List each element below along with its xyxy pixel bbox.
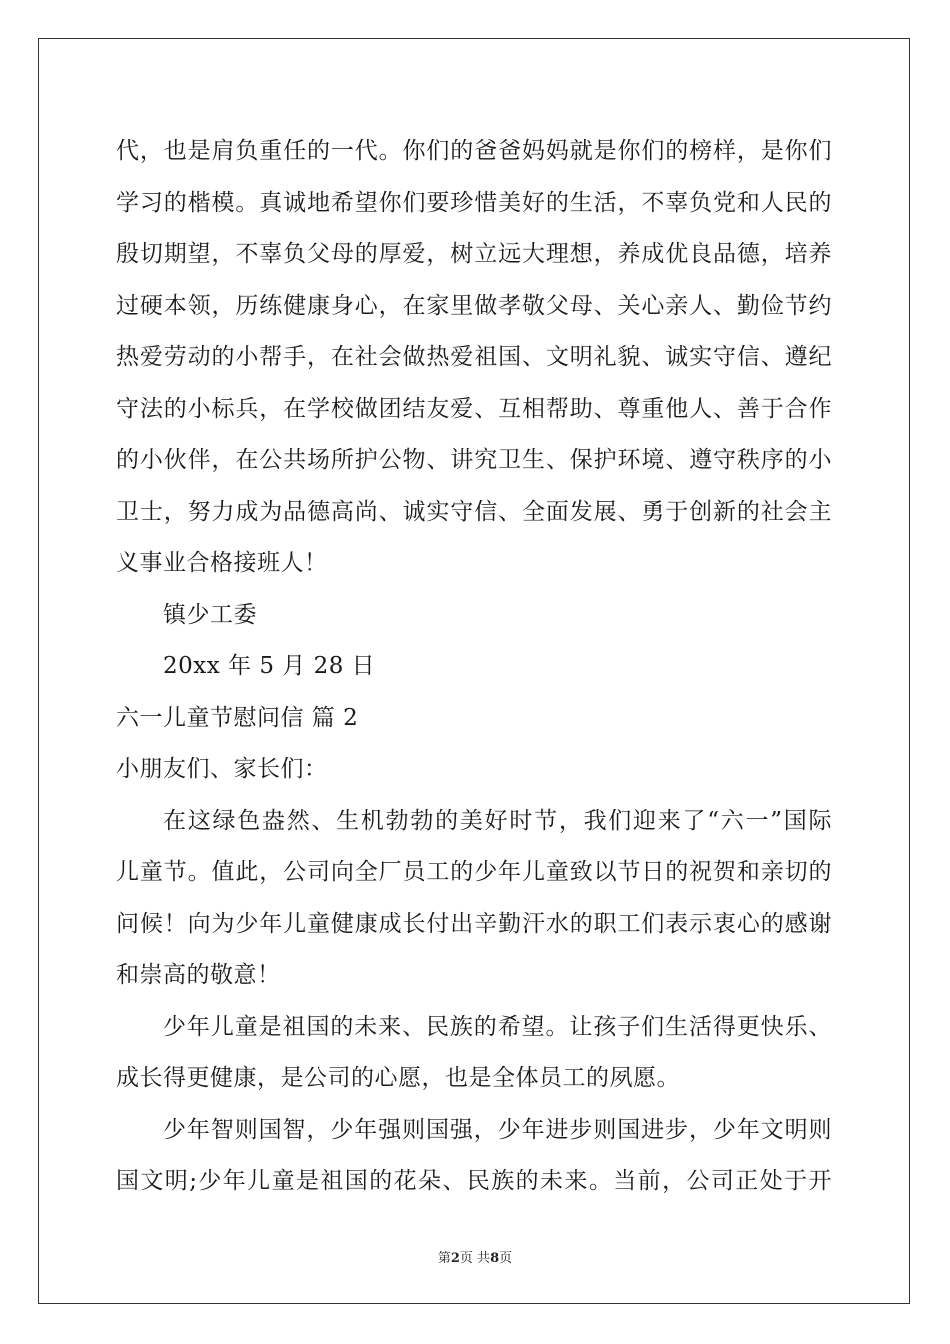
signature-org: 镇少工委 xyxy=(163,601,257,628)
text-line: 殷切期望，不辜负父母的厚爱，树立远大理想，养成优良品德，培养 xyxy=(116,241,832,267)
footer-middle: 页 共 xyxy=(459,1251,491,1266)
footer-prefix: 第 xyxy=(437,1251,451,1266)
text-line: 儿童节。值此，公司向全厂员工的少年儿童致以节日的祝贺和亲切的 xyxy=(116,859,832,885)
text-line: 问候！向为少年儿童健康成长付出辛勤汗水的职工们表示衷心的感谢 xyxy=(116,910,832,937)
text-line: 热爱劳动的小帮手，在社会做热爱祖国、文明礼貌、诚实守信、遵纪 xyxy=(116,344,832,370)
page-footer xyxy=(0,1247,950,1266)
text-line: 国文明;少年儿童是祖国的花朵、民族的未来。当前，公司正处于开 xyxy=(116,1168,832,1194)
footer-total-pages: 8 xyxy=(490,1251,500,1266)
text-line: 少年儿童是祖国的未来、民族的希望。让孩子们生活得更快乐、 xyxy=(163,1013,832,1040)
salutation: 小朋友们、家长们： xyxy=(116,756,328,782)
text-line: 守法的小标兵，在学校做团结友爱、互相帮助、尊重他人、善于合作 xyxy=(116,395,832,422)
text-line: 在这绿色盎然、生机勃勃的美好时节，我们迎来了“六一”国际 xyxy=(163,807,832,834)
text-line: 义事业合格接班人！ xyxy=(116,550,328,576)
text-line: 学习的楷模。真诚地希望你们要珍惜美好的生活，不辜负党和人民的 xyxy=(116,189,832,216)
text-line: 和崇高的敬意！ xyxy=(116,962,281,988)
section-heading: 六一儿童节慰问信 篇 2 xyxy=(116,704,359,731)
text-line: 的小伙伴，在公共场所护公物、讲究卫生、保护环境、遵守秩序的小 xyxy=(116,447,832,473)
footer-suffix: 页 xyxy=(499,1251,513,1266)
footer-current-page: 2 xyxy=(450,1251,460,1266)
text-line: 少年智则国智，少年强则国强，少年进步则国进步，少年文明则 xyxy=(163,1116,832,1143)
text-line: 代，也是肩负重任的一代。你们的爸爸妈妈就是你们的榜样，是你们 xyxy=(116,138,832,164)
signature-date: 20xx 年 5 月 28 日 xyxy=(163,653,376,679)
text-line: 成长得更健康，是公司的心愿，也是全体员工的夙愿。 xyxy=(116,1065,680,1091)
text-line: 过硬本领，历练健康身心，在家里做孝敬父母、关心亲人、勤俭节约 xyxy=(116,292,832,319)
text-line: 卫士，努力成为品德高尚、诚实守信、全面发展、勇于创新的社会主 xyxy=(116,498,832,525)
document-body xyxy=(116,126,832,1208)
